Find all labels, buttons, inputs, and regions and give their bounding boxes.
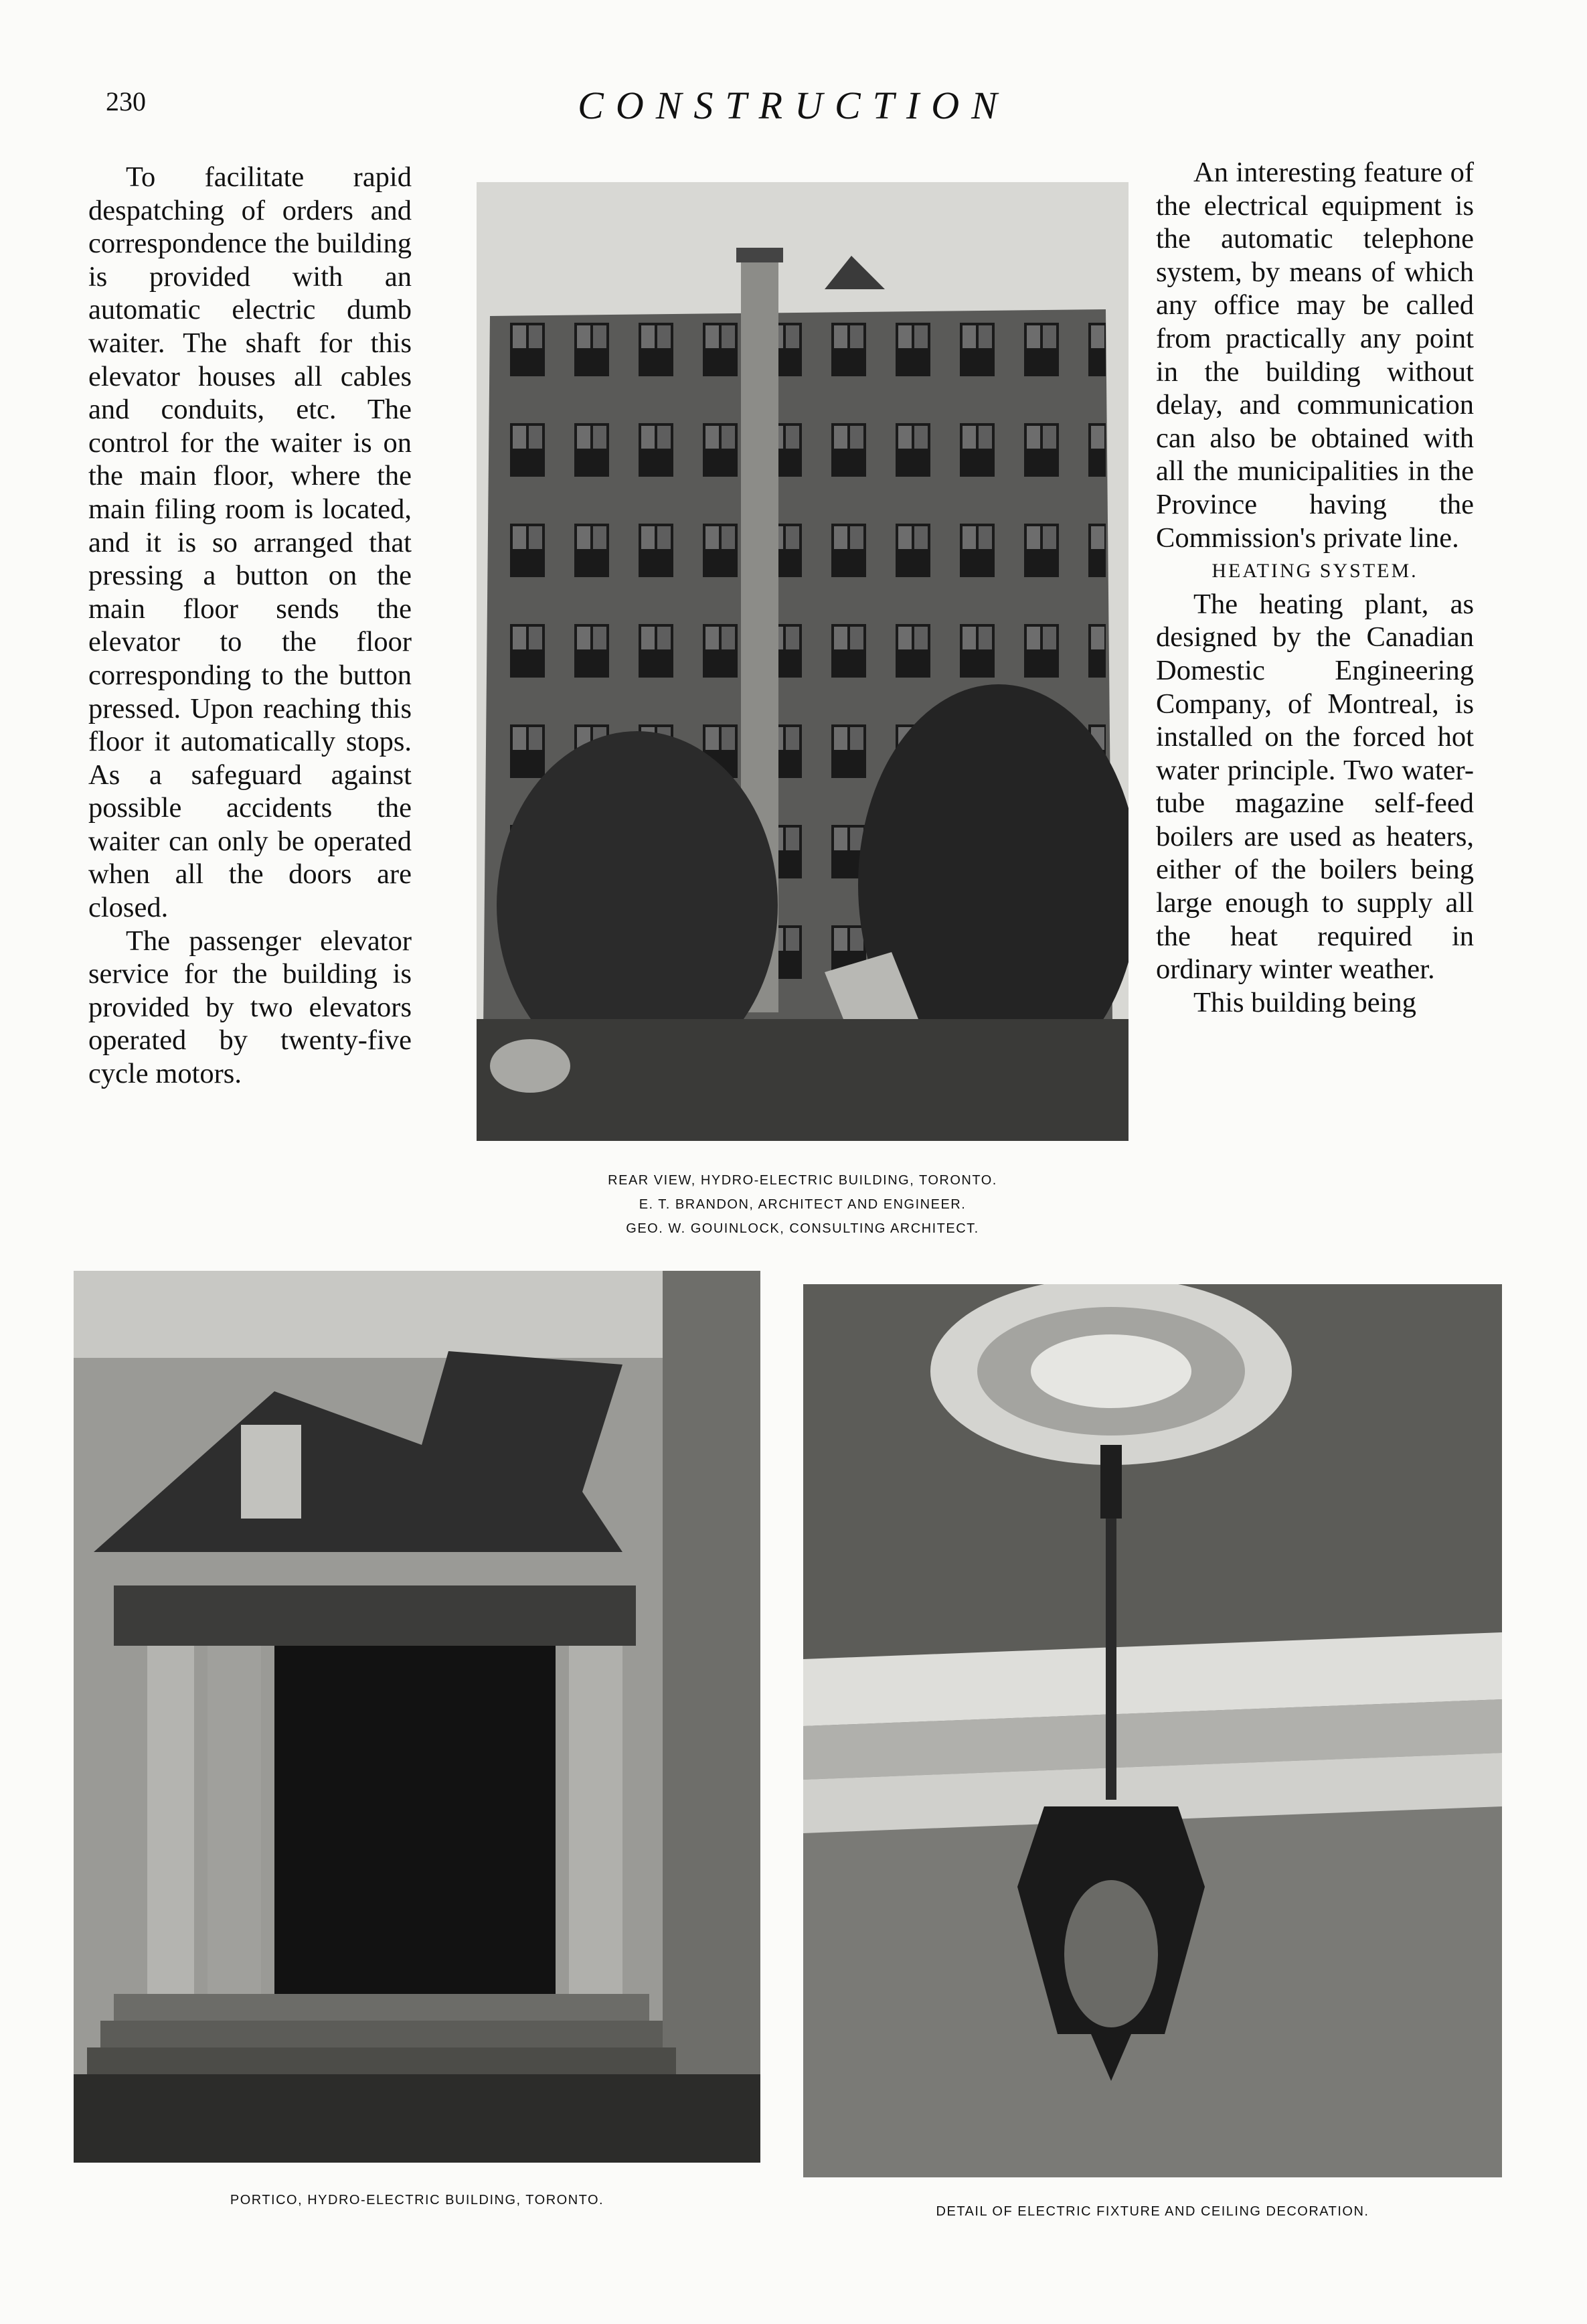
running-head: CONSTRUCTION <box>578 84 1009 127</box>
right-paragraph-2: The heating plant, as designed by the Canadian Domestic Engineering Company, of Montreal, is installed on the forced hot water principle. Two water-tube magazine self-feed boilers are used as heaters, either of the boilers being large enough to supply all the heat required in ordinary winter weather. <box>1156 588 1474 986</box>
rear-view-caption-line-3: GEO. W. GOUINLOCK, CONSULTING ARCHITECT. <box>626 1221 979 1236</box>
section-subheading: HEATING SYSTEM. <box>1212 560 1418 583</box>
left-column <box>88 161 412 1091</box>
right-paragraph-1: An interesting feature of the electrical equipment is the automatic telephone system, by means of which any office may be called from practically any point in the building without delay, and communication can also be obtained with all the municipalities in the Province having the Commission's private line. <box>1156 157 1474 554</box>
fixture-photo <box>803 1284 1502 2177</box>
fixture-caption: DETAIL OF ELECTRIC FIXTURE AND CEILING DECORATION. <box>936 2204 1369 2219</box>
rear-view-caption-line-1: REAR VIEW, HYDRO-ELECTRIC BUILDING, TORONTO. <box>608 1173 997 1188</box>
rear-view-caption-line-2: E. T. BRANDON, ARCHITECT AND ENGINEER. <box>639 1197 967 1212</box>
left-paragraph-2: The passenger elevator service for the building is provided by two elevators operated by twenty-five cycle motors. <box>88 925 412 1090</box>
rear-view-caption <box>477 1168 1129 1241</box>
portico-caption: PORTICO, HYDRO-ELECTRIC BUILDING, TORONTO. <box>230 2193 604 2207</box>
right-paragraph-3: This building being <box>1193 986 1416 1018</box>
left-paragraph-1: To facilitate rapid despatching of orders and correspondence the building is provided with an automatic electric dumb waiter. The shaft for this elevator houses all cables and conduits, etc. The control for the waiter is on the main floor, where the main filing room is located, and it is so arranged that pressing a button on the main floor sends the elevator to the floor corresponding to the button pressed. Upon reaching this floor it automatically stops. As a safeguard against possible accidents the waiter can only be operated when all the doors are closed. <box>88 161 412 924</box>
portico-photo <box>74 1271 760 2163</box>
page-number: 230 <box>106 86 146 117</box>
rear-view-photo <box>477 182 1129 1141</box>
right-column <box>1156 156 1474 1019</box>
